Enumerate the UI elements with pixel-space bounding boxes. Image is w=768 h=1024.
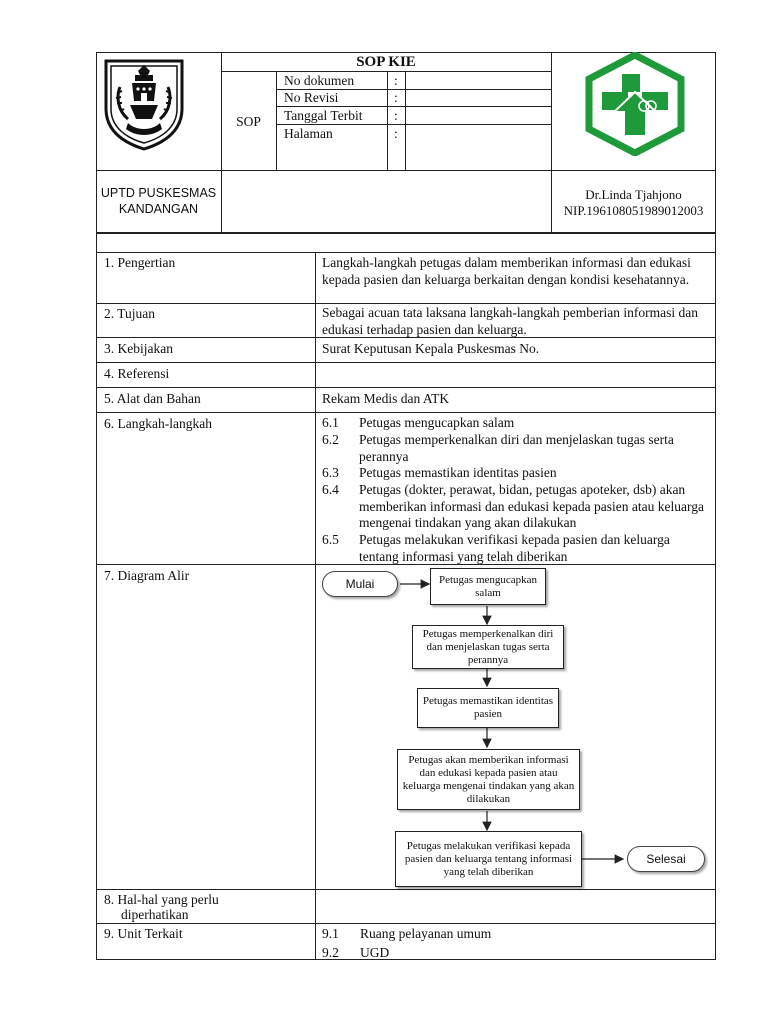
field-sep: : bbox=[394, 73, 398, 88]
row-label-hal-line1: 8. Hal-hal yang perlu bbox=[104, 892, 219, 907]
signer-nip: NIP.196108051989012003 bbox=[563, 203, 704, 218]
field-sep: : bbox=[394, 90, 398, 105]
row-label-diagram: 7. Diagram Alir bbox=[104, 568, 190, 583]
sop-label: SOP bbox=[236, 114, 261, 129]
list-item bbox=[322, 532, 710, 565]
list-item bbox=[322, 415, 710, 432]
puskesmas-logo bbox=[584, 52, 686, 156]
row-text-tujuan: Sebagai acuan tata laksana langkah-langkah pemberian informasi dan edukasi terhadap pasien dan keluarga. bbox=[322, 305, 698, 337]
row-label-tujuan: 2. Tujuan bbox=[104, 306, 156, 321]
row-text-kebijakan: Surat Keputusan Kepala Puskesmas No. bbox=[322, 341, 540, 356]
org-name-line2: KANDANGAN bbox=[118, 202, 199, 216]
step-text: Petugas mengucapkan salam bbox=[359, 415, 515, 430]
flow-step-box: Petugas memastikan identitas pasien bbox=[417, 688, 559, 728]
step-number: 6.4 bbox=[322, 482, 339, 497]
step-number: 6.3 bbox=[322, 465, 339, 480]
step-number: 6.1 bbox=[322, 415, 339, 430]
step-text: Petugas memastikan identitas pasien bbox=[359, 465, 557, 480]
list-item bbox=[322, 432, 710, 465]
flow-step-box: Petugas melakukan verifikasi kepada pasien dan keluarga tentang informasi yang telah diberikan bbox=[395, 831, 582, 887]
unit-text: Ruang pelayanan umum bbox=[360, 926, 492, 941]
list-item bbox=[322, 465, 710, 482]
step-text: Petugas memperkenalkan diri dan menjelaskan tugas serta perannya bbox=[359, 432, 674, 464]
row-label-unit: 9. Unit Terkait bbox=[104, 926, 183, 941]
row-label-kebijakan: 3. Kebijakan bbox=[104, 341, 173, 356]
step-number: 6.2 bbox=[322, 432, 339, 447]
field-label-no-revisi: No Revisi bbox=[284, 90, 339, 105]
regency-crest-logo bbox=[102, 57, 186, 151]
row-text-alat: Rekam Medis dan ATK bbox=[322, 391, 450, 406]
flow-step-box: Petugas mengucapkan salam bbox=[430, 568, 546, 605]
org-name-line1: UPTD PUSKESMAS bbox=[100, 186, 217, 200]
step-text: Petugas (dokter, perawat, bidan, petugas apoteker, dsb) akan memberikan informasi dan edukasi kepada pasien atau keluarga mengenai tindakan yang akan dilakukan bbox=[359, 482, 704, 530]
document-title: SOP KIE bbox=[356, 54, 416, 70]
step-number: 6.5 bbox=[322, 532, 339, 547]
unit-number: 9.1 bbox=[322, 926, 339, 941]
list-item bbox=[322, 926, 491, 942]
field-label-halaman: Halaman bbox=[284, 126, 333, 141]
unit-number: 9.2 bbox=[322, 945, 339, 960]
row-label-langkah: 6. Langkah-langkah bbox=[104, 416, 212, 431]
row-label-referensi: 4. Referensi bbox=[104, 366, 170, 381]
list-item bbox=[322, 482, 710, 532]
field-label-tanggal-terbit: Tanggal Terbit bbox=[284, 108, 363, 123]
row-label-hal-line2: diperhatikan bbox=[121, 907, 189, 922]
field-label-no-dokumen: No dokumen bbox=[284, 73, 355, 88]
flow-start-terminal: Mulai bbox=[322, 571, 398, 597]
list-item bbox=[322, 945, 389, 961]
flow-step-box: Petugas memperkenalkan diri dan menjelaskan tugas serta perannya bbox=[412, 625, 564, 669]
field-sep: : bbox=[394, 108, 398, 123]
row-label-pengertian: 1. Pengertian bbox=[104, 255, 176, 270]
field-sep: : bbox=[394, 126, 398, 141]
signer-name: Dr.Linda Tjahjono bbox=[585, 187, 682, 202]
row-label-alat: 5. Alat dan Bahan bbox=[104, 391, 201, 406]
flow-end-terminal: Selesai bbox=[627, 846, 705, 872]
row-text-pengertian: Langkah-langkah petugas dalam memberikan informasi dan edukasi kepada pasien dan keluarga berkaitan dengan kondisi kesehatannya. bbox=[322, 255, 691, 287]
unit-text: UGD bbox=[360, 945, 390, 960]
flow-step-box: Petugas akan memberikan informasi dan edukasi kepada pasien atau keluarga mengenai tindakan yang akan dilakukan bbox=[397, 749, 580, 810]
step-text: Petugas melakukan verifikasi kepada pasien dan keluarga tentang informasi yang telah diberikan bbox=[359, 532, 670, 564]
